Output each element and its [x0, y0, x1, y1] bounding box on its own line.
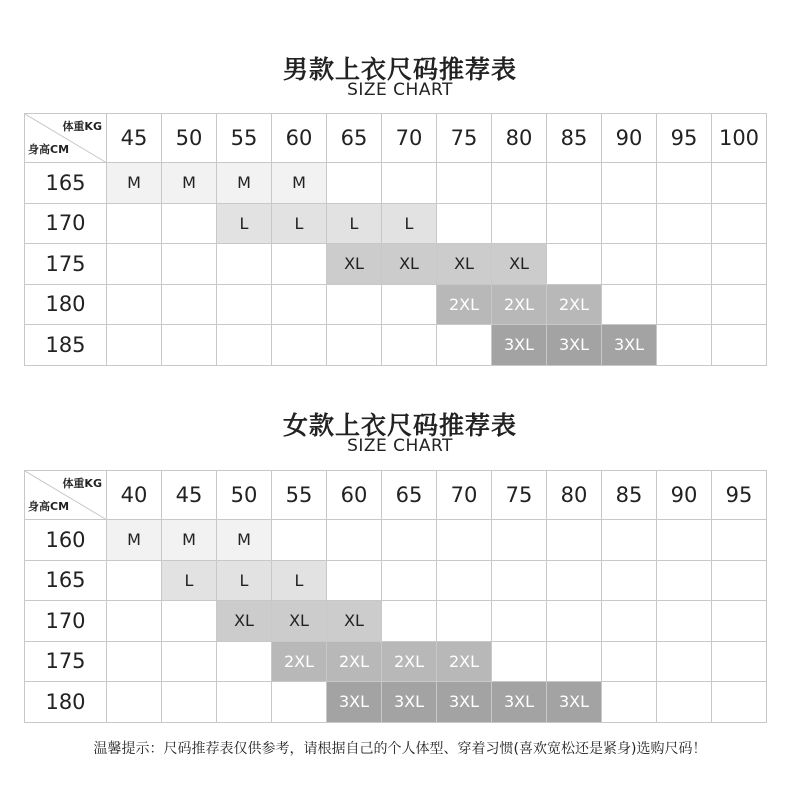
weight-header: 50	[162, 114, 217, 163]
empty-cell	[382, 601, 437, 642]
table-row	[25, 601, 767, 642]
empty-cell	[437, 325, 492, 366]
empty-cell	[492, 520, 547, 561]
empty-cell	[382, 560, 437, 601]
empty-cell	[327, 325, 382, 366]
size-cell: XL	[217, 601, 272, 642]
empty-cell	[602, 641, 657, 682]
weight-header: 85	[547, 114, 602, 163]
empty-cell	[217, 325, 272, 366]
size-cell: 2XL	[547, 284, 602, 325]
empty-cell	[107, 601, 162, 642]
empty-cell	[272, 284, 327, 325]
empty-cell	[657, 203, 712, 244]
table-corner	[25, 471, 107, 520]
empty-cell	[162, 641, 217, 682]
table-row	[25, 244, 767, 285]
empty-cell	[382, 520, 437, 561]
weight-header: 50	[217, 471, 272, 520]
empty-cell	[547, 601, 602, 642]
size-cell: M	[162, 520, 217, 561]
empty-cell	[162, 284, 217, 325]
empty-cell	[492, 163, 547, 204]
empty-cell	[437, 203, 492, 244]
empty-cell	[602, 203, 657, 244]
empty-cell	[437, 520, 492, 561]
empty-cell	[712, 203, 767, 244]
table-row	[25, 203, 767, 244]
empty-cell	[107, 284, 162, 325]
empty-cell	[272, 325, 327, 366]
size-cell: 2XL	[382, 641, 437, 682]
weight-header: 55	[272, 471, 327, 520]
size-cell: M	[162, 163, 217, 204]
empty-cell	[327, 163, 382, 204]
weight-header: 90	[657, 471, 712, 520]
height-label: 170	[25, 601, 107, 642]
empty-cell	[437, 560, 492, 601]
height-label: 185	[25, 325, 107, 366]
women-chart-title: 女款上衣尺码推荐表	[282, 411, 517, 440]
empty-cell	[492, 203, 547, 244]
size-cell: 3XL	[492, 682, 547, 723]
size-cell: XL	[272, 601, 327, 642]
empty-cell	[602, 284, 657, 325]
empty-cell	[547, 203, 602, 244]
empty-cell	[492, 560, 547, 601]
size-cell: L	[162, 560, 217, 601]
size-cell: XL	[327, 244, 382, 285]
size-cell: 2XL	[437, 284, 492, 325]
header-row	[25, 114, 767, 163]
height-label: 180	[25, 284, 107, 325]
size-cell: XL	[437, 244, 492, 285]
empty-cell	[547, 641, 602, 682]
empty-cell	[162, 682, 217, 723]
empty-cell	[657, 560, 712, 601]
empty-cell	[712, 325, 767, 366]
size-cell: M	[107, 520, 162, 561]
table-row	[25, 560, 767, 601]
empty-cell	[547, 560, 602, 601]
table-row	[25, 682, 767, 723]
empty-cell	[162, 244, 217, 285]
footer-note: 温馨提示：尺码推荐表仅供参考，请根据自己的个人体型、穿着习惯(喜欢宽松还是紧身)选购尺码！	[93, 741, 707, 757]
men-chart-title: 男款上衣尺码推荐表	[282, 55, 517, 84]
women-chart-subtitle: SIZE CHART	[347, 436, 453, 456]
weight-header: 40	[107, 471, 162, 520]
empty-cell	[162, 325, 217, 366]
height-label: 170	[25, 203, 107, 244]
empty-cell	[107, 244, 162, 285]
size-cell: L	[217, 203, 272, 244]
size-cell: 3XL	[327, 682, 382, 723]
empty-cell	[107, 325, 162, 366]
empty-cell	[657, 520, 712, 561]
size-cell: 2XL	[327, 641, 382, 682]
size-cell: 3XL	[382, 682, 437, 723]
empty-cell	[327, 284, 382, 325]
empty-cell	[107, 682, 162, 723]
header-row	[25, 471, 767, 520]
weight-header: 55	[217, 114, 272, 163]
empty-cell	[107, 560, 162, 601]
table-row	[25, 520, 767, 561]
empty-cell	[272, 682, 327, 723]
empty-cell	[657, 641, 712, 682]
empty-cell	[492, 601, 547, 642]
empty-cell	[602, 520, 657, 561]
empty-cell	[547, 520, 602, 561]
empty-cell	[602, 244, 657, 285]
empty-cell	[492, 641, 547, 682]
height-label: 160	[25, 520, 107, 561]
height-label: 175	[25, 641, 107, 682]
size-cell: 2XL	[492, 284, 547, 325]
empty-cell	[162, 601, 217, 642]
corner-weight-label: 体重KG	[62, 120, 102, 133]
size-cell: M	[272, 163, 327, 204]
size-cell: 3XL	[547, 325, 602, 366]
empty-cell	[217, 682, 272, 723]
weight-header: 85	[602, 471, 657, 520]
size-cell: 2XL	[437, 641, 492, 682]
weight-header: 95	[712, 471, 767, 520]
corner-height-label: 身高CM	[28, 500, 70, 513]
table-row	[25, 325, 767, 366]
empty-cell	[382, 163, 437, 204]
empty-cell	[272, 244, 327, 285]
men-chart-subtitle: SIZE CHART	[347, 80, 453, 100]
weight-header: 60	[327, 471, 382, 520]
empty-cell	[657, 601, 712, 642]
size-cell: M	[217, 520, 272, 561]
size-cell: XL	[492, 244, 547, 285]
size-cell: L	[217, 560, 272, 601]
weight-header: 90	[602, 114, 657, 163]
size-cell: 3XL	[602, 325, 657, 366]
height-label: 165	[25, 163, 107, 204]
empty-cell	[712, 641, 767, 682]
weight-header: 70	[437, 471, 492, 520]
empty-cell	[217, 284, 272, 325]
height-label: 180	[25, 682, 107, 723]
size-cell: L	[272, 203, 327, 244]
empty-cell	[602, 601, 657, 642]
table-corner	[25, 114, 107, 163]
weight-header: 60	[272, 114, 327, 163]
weight-header: 65	[327, 114, 382, 163]
weight-header: 75	[492, 471, 547, 520]
weight-header: 70	[382, 114, 437, 163]
empty-cell	[712, 284, 767, 325]
empty-cell	[657, 284, 712, 325]
empty-cell	[382, 284, 437, 325]
empty-cell	[382, 325, 437, 366]
men-size-table	[24, 113, 767, 366]
weight-header: 95	[657, 114, 712, 163]
corner-height-label: 身高CM	[28, 143, 70, 156]
size-cell: XL	[382, 244, 437, 285]
height-label: 175	[25, 244, 107, 285]
empty-cell	[327, 520, 382, 561]
size-cell: M	[217, 163, 272, 204]
empty-cell	[657, 325, 712, 366]
empty-cell	[272, 520, 327, 561]
weight-header: 45	[162, 471, 217, 520]
size-cell: 3XL	[437, 682, 492, 723]
size-cell: 2XL	[272, 641, 327, 682]
size-cell: M	[107, 163, 162, 204]
empty-cell	[217, 641, 272, 682]
size-cell: L	[272, 560, 327, 601]
weight-header: 80	[547, 471, 602, 520]
empty-cell	[437, 601, 492, 642]
weight-header: 75	[437, 114, 492, 163]
empty-cell	[437, 163, 492, 204]
empty-cell	[162, 203, 217, 244]
empty-cell	[712, 520, 767, 561]
empty-cell	[712, 560, 767, 601]
empty-cell	[547, 244, 602, 285]
empty-cell	[657, 163, 712, 204]
size-cell: 3XL	[492, 325, 547, 366]
empty-cell	[547, 163, 602, 204]
empty-cell	[107, 641, 162, 682]
empty-cell	[712, 682, 767, 723]
size-cell: 3XL	[547, 682, 602, 723]
women-size-table	[24, 470, 767, 723]
weight-header: 100	[712, 114, 767, 163]
weight-header: 80	[492, 114, 547, 163]
empty-cell	[712, 244, 767, 285]
empty-cell	[107, 203, 162, 244]
size-cell: XL	[327, 601, 382, 642]
empty-cell	[712, 163, 767, 204]
empty-cell	[712, 601, 767, 642]
empty-cell	[657, 244, 712, 285]
height-label: 165	[25, 560, 107, 601]
size-cell: L	[382, 203, 437, 244]
empty-cell	[602, 682, 657, 723]
corner-weight-label: 体重KG	[62, 477, 102, 490]
weight-header: 45	[107, 114, 162, 163]
table-row	[25, 163, 767, 204]
empty-cell	[602, 560, 657, 601]
empty-cell	[327, 560, 382, 601]
empty-cell	[657, 682, 712, 723]
table-row	[25, 641, 767, 682]
empty-cell	[217, 244, 272, 285]
empty-cell	[602, 163, 657, 204]
table-row	[25, 284, 767, 325]
size-cell: L	[327, 203, 382, 244]
weight-header: 65	[382, 471, 437, 520]
